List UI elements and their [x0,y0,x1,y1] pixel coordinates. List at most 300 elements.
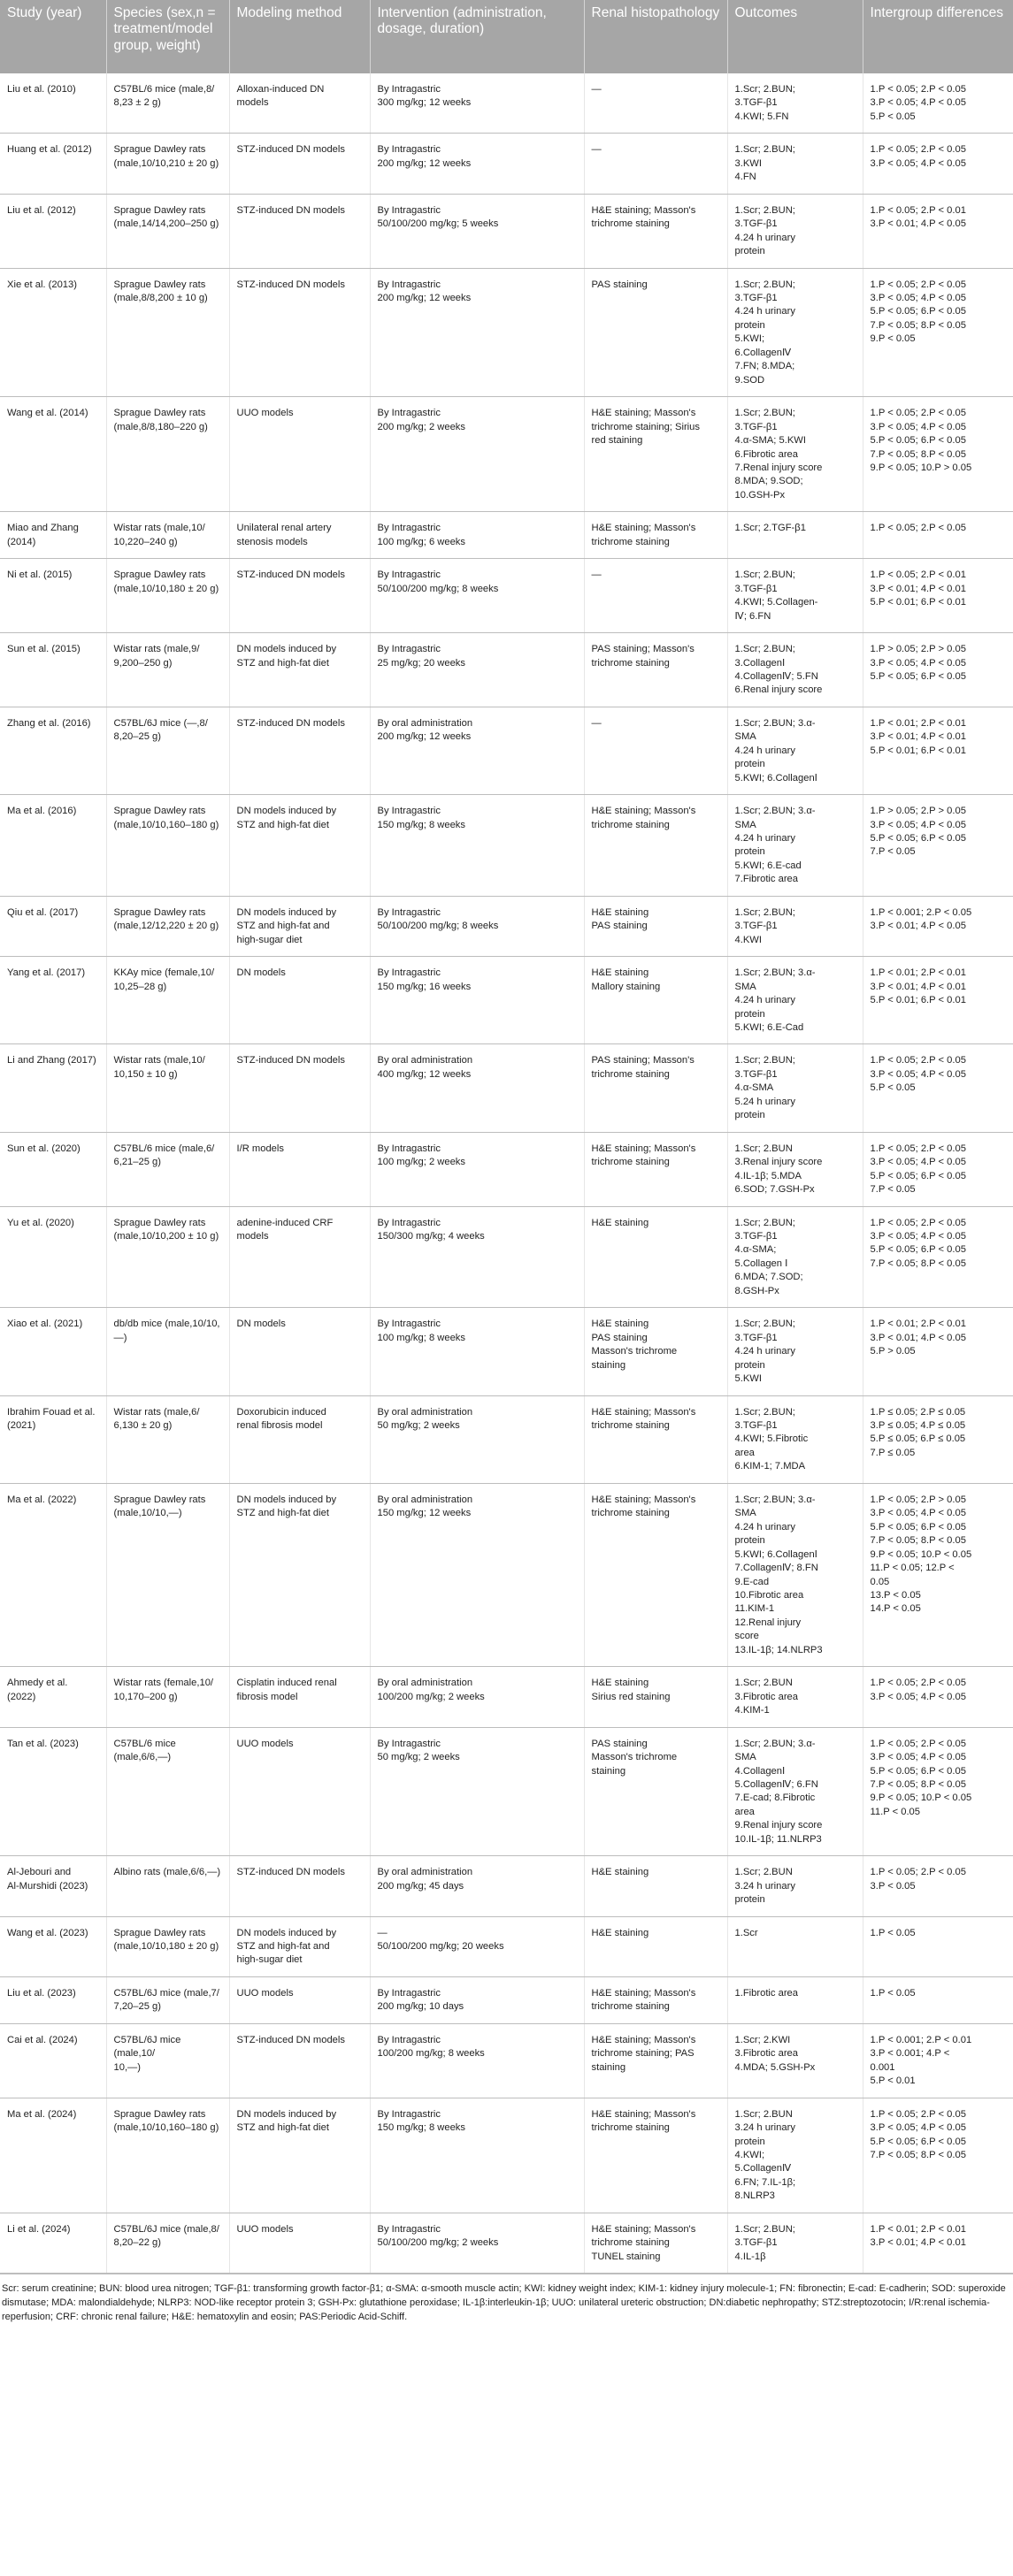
cell-line: protein [734,1535,765,1547]
cell-line: 1.Scr; 2.BUN; 3.α- [734,1494,816,1505]
cell-line: 1.P < 0.05; 2.P < 0.05 [870,408,966,419]
cell-line: 5.KWI; 6.E-cad [734,860,802,871]
study-cell [0,1976,106,2023]
cell-line: 1.P ≤ 0.05; 2.P ≤ 0.05 [870,1406,966,1418]
cell-line: (male,14/14,200–250 g) [113,218,219,230]
cell-line: 3.TGF-β1 [734,292,778,303]
intervention-cell [370,512,584,559]
cell-line: STZ-induced DN models [236,1055,345,1066]
intervention-cell [370,957,584,1044]
cell-line: 3.Fibrotic area [734,1691,799,1702]
cell-line: H&E staining; Masson's [591,2108,696,2120]
table-row [0,559,1013,633]
cell-line: 1.P < 0.05 [870,1987,916,1999]
cell-line: STZ-induced DN models [236,1867,345,1878]
cell-line: STZ and high-fat and [236,921,330,932]
cell-line: 50/100/200 mg/kg; 20 weeks [377,1941,504,1953]
intervention-cell [370,268,584,397]
intervention-cell [370,633,584,707]
table-row [0,1308,1013,1395]
intergroup-differences-cell [863,397,1013,512]
cell-line: 9,200–250 g) [113,657,173,669]
intervention-cell [370,2213,584,2273]
table-row [0,1916,1013,1976]
outcomes-cell [727,1206,863,1308]
cell-line: 11.P < 0.05; 12.P < [870,1563,955,1574]
modeling-method-cell [229,896,370,956]
cell-line: 8.NLRP3 [734,2190,775,2202]
cell-line: 5.24 h urinary [734,1096,795,1107]
species-cell [106,2098,229,2213]
species-cell [106,1132,229,1206]
modeling-method-cell [229,512,370,559]
species-cell [106,633,229,707]
intervention-cell [370,194,584,268]
cell-line: 3.P < 0.01; 4.P < 0.01 [870,731,966,743]
cell-line: H&E staining; Masson's [591,2223,696,2235]
cell-line: By Intragastric [377,408,441,419]
cell-line: Sun et al. (2020) [7,1143,81,1154]
cell-line: 3.TGF-β1 [734,1332,778,1343]
cell-line: 50 mg/kg; 2 weeks [377,1419,460,1431]
cell-line: 1.P < 0.05; 2.P < 0.05 [870,1678,966,1689]
outcomes-cell [727,73,863,134]
cell-line: 3.TGF-β1 [734,2237,778,2249]
cell-line: Zhang et al. (2016) [7,717,91,729]
cell-line: 1.P < 0.01; 2.P < 0.01 [870,2223,966,2235]
cell-line: 3.P < 0.05; 4.P < 0.05 [870,421,966,432]
cell-line: Ma et al. (2022) [7,1494,77,1505]
species-cell [106,559,229,633]
cell-line: SMA [734,819,756,830]
intergroup-differences-cell [863,633,1013,707]
outcomes-cell [727,194,863,268]
table-row [0,1667,1013,1727]
cell-line: db/db mice (male,10/10,—) [113,1319,220,1343]
histopathology-cell [584,2023,727,2098]
table-row [0,957,1013,1044]
cell-line: 3.P < 0.05; 4.P < 0.05 [870,157,966,169]
cell-line: H&E staining [591,906,649,918]
study-cell [0,2023,106,2098]
intervention-cell [370,1044,584,1132]
table-footnote: Scr: serum creatinine; BUN: blood urea nitrogen; TGF-β1: transforming growth factor-β1; α-SMA: α-smooth muscle actin; KWI: kidney weight index; KIM-1: kidney injury molecule-1; FN: fibronectin; E-cad: E-cadherin; SOD: superoxide dismutase; MDA: malondialdehyde; NLRP3: NOD-like receptor protein 3; GSH-Px: glutathione peroxidase; IL-1β:interleukin-1β; UUO: unilateral ureteric obstruction; DN:diabetic nephropathy; STZ:streptozotocin; I/R:renal ischemia-reperfusion; CRF: chronic renal failure; H&E: hematoxylin and eosin; PAS:Periodic Acid-Schiff. [0,2274,1013,2330]
histopathology-cell [584,397,727,512]
cell-line: H&E staining; Masson's [591,1494,696,1505]
cell-line: Sprague Dawley rats [113,279,206,290]
study-cell [0,957,106,1044]
cell-line: 150/300 mg/kg; 4 weeks [377,1231,485,1242]
cell-line: Ma et al. (2024) [7,2108,77,2120]
cell-line: Xie et al. (2013) [7,279,77,290]
cell-line: 5.P < 0.05; 6.P < 0.05 [870,1244,966,1256]
histopathology-cell [584,1206,727,1308]
cell-line: C57BL/6 mice (male,6/6,—) [113,1738,176,1763]
histopathology-cell [584,1044,727,1132]
cell-line: 6,130 ± 20 g) [113,1419,173,1431]
cell-line: 8,20–22 g) [113,2237,161,2249]
cell-line: 5.KWI [734,1373,762,1385]
cell-line: Ni et al. (2015) [7,569,73,581]
histopathology-cell [584,1395,727,1483]
cell-line: Al-Murshidi (2023) [7,1880,88,1892]
histopathology-cell [584,1308,727,1395]
table-row [0,1044,1013,1132]
cell-line: 9.Renal injury score [734,1820,823,1831]
cell-line: STZ and high-fat diet [236,657,329,669]
cell-line: Wistar rats (male,9/ [113,644,200,655]
cell-line: 1.P < 0.05; 2.P < 0.01 [870,204,966,216]
cell-line: 1.P < 0.05; 2.P < 0.05 [870,1143,966,1154]
cell-line: By Intragastric [377,1319,441,1330]
cell-line: 7.E-cad; 8.Fibrotic [734,1792,816,1804]
cell-line: 400 mg/kg; 12 weeks [377,1068,472,1080]
study-cell [0,134,106,194]
cell-line: 4.α-SMA; 5.KWI [734,435,806,447]
cell-line: 6,21–25 g) [113,1157,161,1168]
cell-line: 1.Scr; 2.BUN; 3.α- [734,806,816,817]
species-cell [106,512,229,559]
cell-line: (male,10/10,180 ± 20 g) [113,1941,219,1953]
study-cell [0,268,106,397]
cell-line: DN models [236,967,286,979]
cell-line: STZ-induced DN models [236,2034,345,2045]
table-row [0,2098,1013,2213]
cell-line: Sprague Dawley rats [113,1217,206,1228]
cell-line: DN models induced by [236,906,337,918]
header-row [0,0,1013,73]
cell-line: (2014) [7,536,36,547]
species-cell [106,134,229,194]
study-cell [0,1916,106,1976]
cell-line: 3.P < 0.01; 4.P < 0.01 [870,583,966,594]
cell-line: Wang et al. (2014) [7,408,88,419]
outcomes-cell [727,1483,863,1666]
cell-line: H&E staining [591,1319,649,1330]
cell-line: Liu et al. (2010) [7,84,76,95]
cell-line: DN models induced by [236,806,337,817]
cell-line: — [377,1927,388,1938]
species-cell [106,896,229,956]
cell-line: H&E staining; Masson's [591,2034,696,2045]
cell-line: 3.24 h urinary [734,1880,795,1892]
cell-line: Ⅳ; 6.FN [734,610,771,622]
cell-line: C57BL/6 mice (male,6/ [113,1143,215,1154]
histopathology-cell [584,134,727,194]
table-row [0,1856,1013,1916]
modeling-method-cell [229,707,370,794]
cell-line: 10.Fibrotic area [734,1589,804,1601]
cell-line: 1.P < 0.05; 2.P < 0.05 [870,2108,966,2120]
cell-line: TUNEL staining [591,2251,661,2262]
cell-line: 3.P < 0.01; 4.P < 0.05 [870,921,966,932]
cell-line: 200 mg/kg; 12 weeks [377,157,472,169]
cell-line: By oral administration [377,1055,473,1066]
cell-line: 7,20–25 g) [113,2001,161,2013]
cell-line: 5.P < 0.01; 6.P < 0.01 [870,597,966,608]
cell-line: 10.GSH-Px [734,489,786,501]
species-cell [106,1916,229,1976]
cell-line: Qiu et al. (2017) [7,906,79,918]
modeling-method-cell [229,1395,370,1483]
cell-line: Li et al. (2024) [7,2223,71,2235]
intervention-cell [370,1916,584,1976]
intergroup-differences-cell [863,1916,1013,1976]
outcomes-cell [727,1976,863,2023]
cell-line: By Intragastric [377,279,441,290]
cell-line: Doxorubicin induced [236,1406,326,1418]
cell-line: By Intragastric [377,569,441,581]
cell-line: stenosis models [236,536,308,547]
intergroup-differences-cell [863,512,1013,559]
cell-line: Sprague Dawley rats [113,2108,206,2120]
cell-line: 150 mg/kg; 8 weeks [377,819,465,830]
cell-line: 50 mg/kg; 2 weeks [377,1752,460,1763]
cell-line: 1.Scr; 2.BUN; [734,408,795,419]
study-cell [0,1483,106,1666]
modeling-method-cell [229,1856,370,1916]
cell-line: 150 mg/kg; 12 weeks [377,1508,472,1519]
cell-line: 6.CollagenⅣ [734,347,792,358]
study-cell [0,194,106,268]
cell-line: Huang et al. (2012) [7,144,92,156]
cell-line: 7.P < 0.05; 8.P < 0.05 [870,448,966,460]
study-cell [0,73,106,134]
outcomes-cell [727,1308,863,1395]
cell-line: 10.IL-1β; 11.NLRP3 [734,1833,822,1845]
cell-line: SMA [734,1752,756,1763]
table-row [0,268,1013,397]
cell-line: models [236,97,269,109]
cell-line: 200 mg/kg; 12 weeks [377,292,472,303]
cell-line: 6.Renal injury score [734,684,823,696]
cell-line: Wistar rats (male,6/ [113,1406,200,1418]
cell-line: 9.P < 0.05 [870,333,916,345]
study-cell [0,2213,106,2273]
cell-line: 1.P > 0.05; 2.P > 0.05 [870,806,966,817]
cell-line: Albino rats (male,6/6,—) [113,1867,221,1878]
cell-line: UUO models [236,1987,294,1999]
species-cell [106,1856,229,1916]
outcomes-cell [727,896,863,956]
cell-line: 4.KWI; 5.FN [734,111,789,122]
cell-line: PAS staining [591,921,648,932]
outcomes-cell [727,1667,863,1727]
cell-line: Wistar rats (male,10/ [113,523,205,534]
cell-line: 1.Scr; 2.BUN; [734,1055,795,1066]
cell-line: 8.MDA; 9.SOD; [734,476,803,487]
cell-line: 1.P < 0.01; 2.P < 0.01 [870,967,966,979]
outcomes-cell [727,795,863,897]
outcomes-cell [727,1856,863,1916]
cell-line: UUO models [236,2223,294,2235]
cell-line: By Intragastric [377,2034,441,2045]
table-row [0,795,1013,897]
intervention-cell [370,1483,584,1666]
cell-line: 8,20–25 g) [113,731,161,743]
cell-line: trichrome staining [591,1068,670,1080]
table-row [0,512,1013,559]
intergroup-differences-cell [863,1667,1013,1727]
cell-line: Ahmedy et al. [7,1678,68,1689]
intergroup-differences-cell [863,2023,1013,2098]
cell-line: (male,10/10,210 ± 20 g) [113,157,219,169]
cell-line: STZ-induced DN models [236,204,345,216]
cell-line: By Intragastric [377,1738,441,1749]
modeling-method-cell [229,1308,370,1395]
species-cell [106,397,229,512]
modeling-method-cell [229,795,370,897]
cell-line: 5.P < 0.05; 6.P < 0.05 [870,435,966,447]
cell-line: 1.Scr; 2.BUN [734,1678,793,1689]
histopathology-cell [584,2213,727,2273]
cell-line: UUO models [236,408,294,419]
cell-line: 7.P < 0.05 [870,1184,916,1196]
species-cell [106,2213,229,2273]
outcomes-cell [727,2023,863,2098]
outcomes-cell [727,957,863,1044]
header-outcomes: Outcomes [727,0,863,73]
cell-line: Sun et al. (2015) [7,644,81,655]
species-cell [106,707,229,794]
cell-line: protein [734,319,765,331]
table-row [0,1727,1013,1856]
cell-line: H&E staining [591,1678,649,1689]
cell-line: By Intragastric [377,806,441,817]
species-cell [106,2023,229,2098]
cell-line: 5.P < 0.05 [870,1082,916,1094]
cell-line: 3.TGF-β1 [734,583,778,594]
cell-line: Cai et al. (2024) [7,2034,78,2045]
cell-line: 1.P < 0.05; 2.P < 0.01 [870,569,966,581]
cell-line: Unilateral renal artery [236,523,332,534]
cell-line: PAS staining; Masson's [591,1055,695,1066]
cell-line: 3.TGF-β1 [734,97,778,109]
intervention-cell [370,1667,584,1727]
cell-line: — [591,569,602,581]
cell-line: 3.P < 0.05; 4.P < 0.05 [870,657,966,669]
cell-line: 3.P < 0.01; 4.P < 0.01 [870,2237,966,2249]
modeling-method-cell [229,1132,370,1206]
cell-line: — [591,144,602,156]
study-cell [0,707,106,794]
cell-line: 1.P < 0.05; 2.P < 0.05 [870,1738,966,1749]
table-row [0,1395,1013,1483]
cell-line: 10,220–240 g) [113,536,178,547]
cell-line: By Intragastric [377,2223,441,2235]
species-cell [106,795,229,897]
histopathology-cell [584,633,727,707]
intergroup-differences-cell [863,1308,1013,1395]
cell-line: (male,8/8,200 ± 10 g) [113,292,208,303]
cell-line: Alloxan-induced DN [236,84,325,95]
cell-line: (male,10/10,160–180 g) [113,819,219,830]
cell-line: 7.P ≤ 0.05 [870,1447,916,1458]
cell-line: 3.P < 0.05; 4.P < 0.05 [870,1068,966,1080]
cell-line: fibrosis model [236,1691,298,1702]
table-row [0,707,1013,794]
intergroup-differences-cell [863,1132,1013,1206]
cell-line: trichrome staining [591,536,670,547]
cell-line: PAS staining [591,1332,648,1343]
cell-line: H&E staining [591,1217,649,1228]
cell-line: I/R models [236,1143,284,1154]
cell-line: 3.P ≤ 0.05; 4.P ≤ 0.05 [870,1419,966,1431]
cell-line: By oral administration [377,717,473,729]
cell-line: UUO models [236,1738,294,1749]
modeling-method-cell [229,633,370,707]
intervention-cell [370,1395,584,1483]
cell-line: 4.MDA; 5.GSH-Px [734,2061,816,2073]
cell-line: 0.05 [870,1576,890,1587]
cell-line: 1.Scr; 2.BUN; [734,569,795,581]
cell-line: H&E staining; Masson's [591,523,696,534]
cell-line: 3.24 h urinary [734,2122,795,2134]
intergroup-differences-cell [863,559,1013,633]
cell-line: Sprague Dawley rats [113,144,206,156]
cell-line: 9.E-cad [734,1576,770,1587]
cell-line: Ibrahim Fouad et al. [7,1406,96,1418]
cell-line: 1.Scr [734,1927,758,1938]
cell-line: 150 mg/kg; 8 weeks [377,2122,465,2134]
study-cell [0,559,106,633]
cell-line: 100 mg/kg; 8 weeks [377,1332,465,1343]
study-cell [0,1395,106,1483]
cell-line: 5.P < 0.05 [870,111,916,122]
intervention-cell [370,73,584,134]
outcomes-cell [727,633,863,707]
cell-line: 1.Scr; 2.TGF-β1 [734,523,806,534]
table-row [0,633,1013,707]
intergroup-differences-cell [863,268,1013,397]
cell-line: 5.P < 0.01 [870,2075,916,2087]
cell-line: protein [734,1359,765,1371]
cell-line: H&E staining; Masson's [591,204,696,216]
modeling-method-cell [229,1976,370,2023]
cell-line: 7.P < 0.05; 8.P < 0.05 [870,1778,966,1790]
intergroup-differences-cell [863,1483,1013,1666]
cell-line: Sprague Dawley rats [113,806,206,817]
outcomes-cell [727,1727,863,1856]
cell-line: 1.Scr; 2.BUN; [734,144,795,156]
cell-line: models [236,1231,269,1242]
cell-line: 50/100/200 mg/kg; 8 weeks [377,583,499,594]
cell-line: 3.P < 0.01; 4.P < 0.05 [870,218,966,230]
outcomes-cell [727,559,863,633]
modeling-method-cell [229,1044,370,1132]
cell-line: 5.P < 0.01; 6.P < 0.01 [870,745,966,756]
study-cell [0,1727,106,1856]
species-cell [106,1976,229,2023]
modeling-method-cell [229,1206,370,1308]
intergroup-differences-cell [863,1206,1013,1308]
cell-line: 3.P < 0.05; 4.P < 0.05 [870,1231,966,1242]
cell-line: 3.P < 0.05; 4.P < 0.05 [870,2122,966,2134]
cell-line: 6.SOD; 7.GSH-Px [734,1184,815,1196]
cell-line: 3.P < 0.001; 4.P < [870,2048,950,2060]
histopathology-cell [584,1667,727,1727]
species-cell [106,1206,229,1308]
cell-line: protein [734,1110,765,1121]
cell-line: By Intragastric [377,906,441,918]
cell-line: 1.Scr; 2.BUN; [734,204,795,216]
study-cell [0,1206,106,1308]
histopathology-cell [584,73,727,134]
cell-line: C57BL/6 mice (male,8/ [113,84,215,95]
cell-line: 9.P < 0.05; 10.P < 0.05 [870,1548,972,1560]
table-row [0,1483,1013,1666]
cell-line: By oral administration [377,1494,473,1505]
